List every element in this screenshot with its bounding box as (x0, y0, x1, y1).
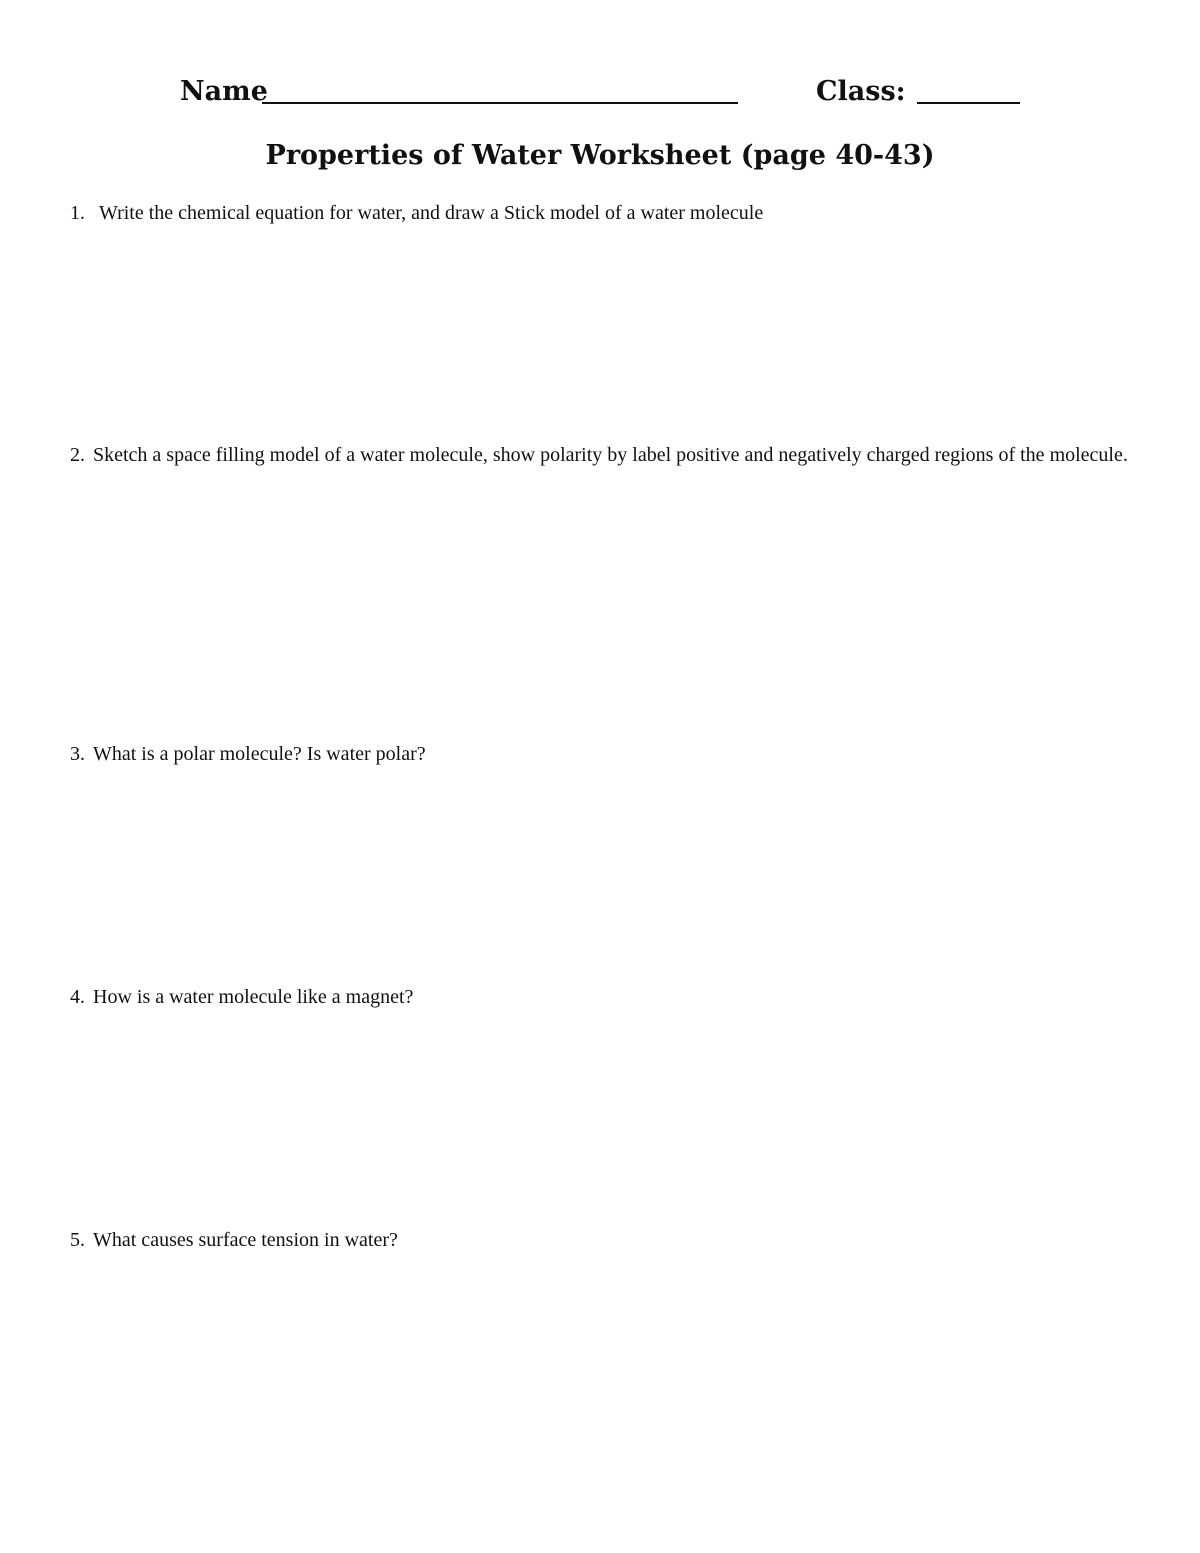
student-info-header (180, 72, 1040, 112)
question-number: 1. (70, 202, 85, 224)
worksheet-title: Properties of Water Worksheet (page 40-43) (265, 140, 935, 171)
question-text: What causes surface tension in water? (93, 1229, 398, 1251)
question-1 (70, 199, 1130, 228)
question-2 (70, 441, 1130, 470)
question-number: 5. (70, 1229, 85, 1251)
class-label: Class: (816, 76, 906, 107)
question-number: 4. (70, 986, 85, 1008)
question-4 (70, 983, 1130, 1012)
name-blank-line (262, 102, 738, 104)
question-text: Sketch a space filling model of a water molecule, show polarity by label positive and negatively charged regions of the molecule. (93, 444, 1128, 466)
question-5 (70, 1226, 1130, 1255)
class-blank-line (917, 102, 1020, 104)
name-label: Name (180, 76, 268, 107)
question-number: 3. (70, 743, 85, 765)
question-text: How is a water molecule like a magnet? (93, 986, 414, 1008)
question-3 (70, 740, 1130, 769)
question-text: Write the chemical equation for water, and draw a Stick model of a water molecule (99, 202, 764, 224)
question-number: 2. (70, 444, 85, 466)
question-text: What is a polar molecule? Is water polar? (93, 743, 426, 765)
